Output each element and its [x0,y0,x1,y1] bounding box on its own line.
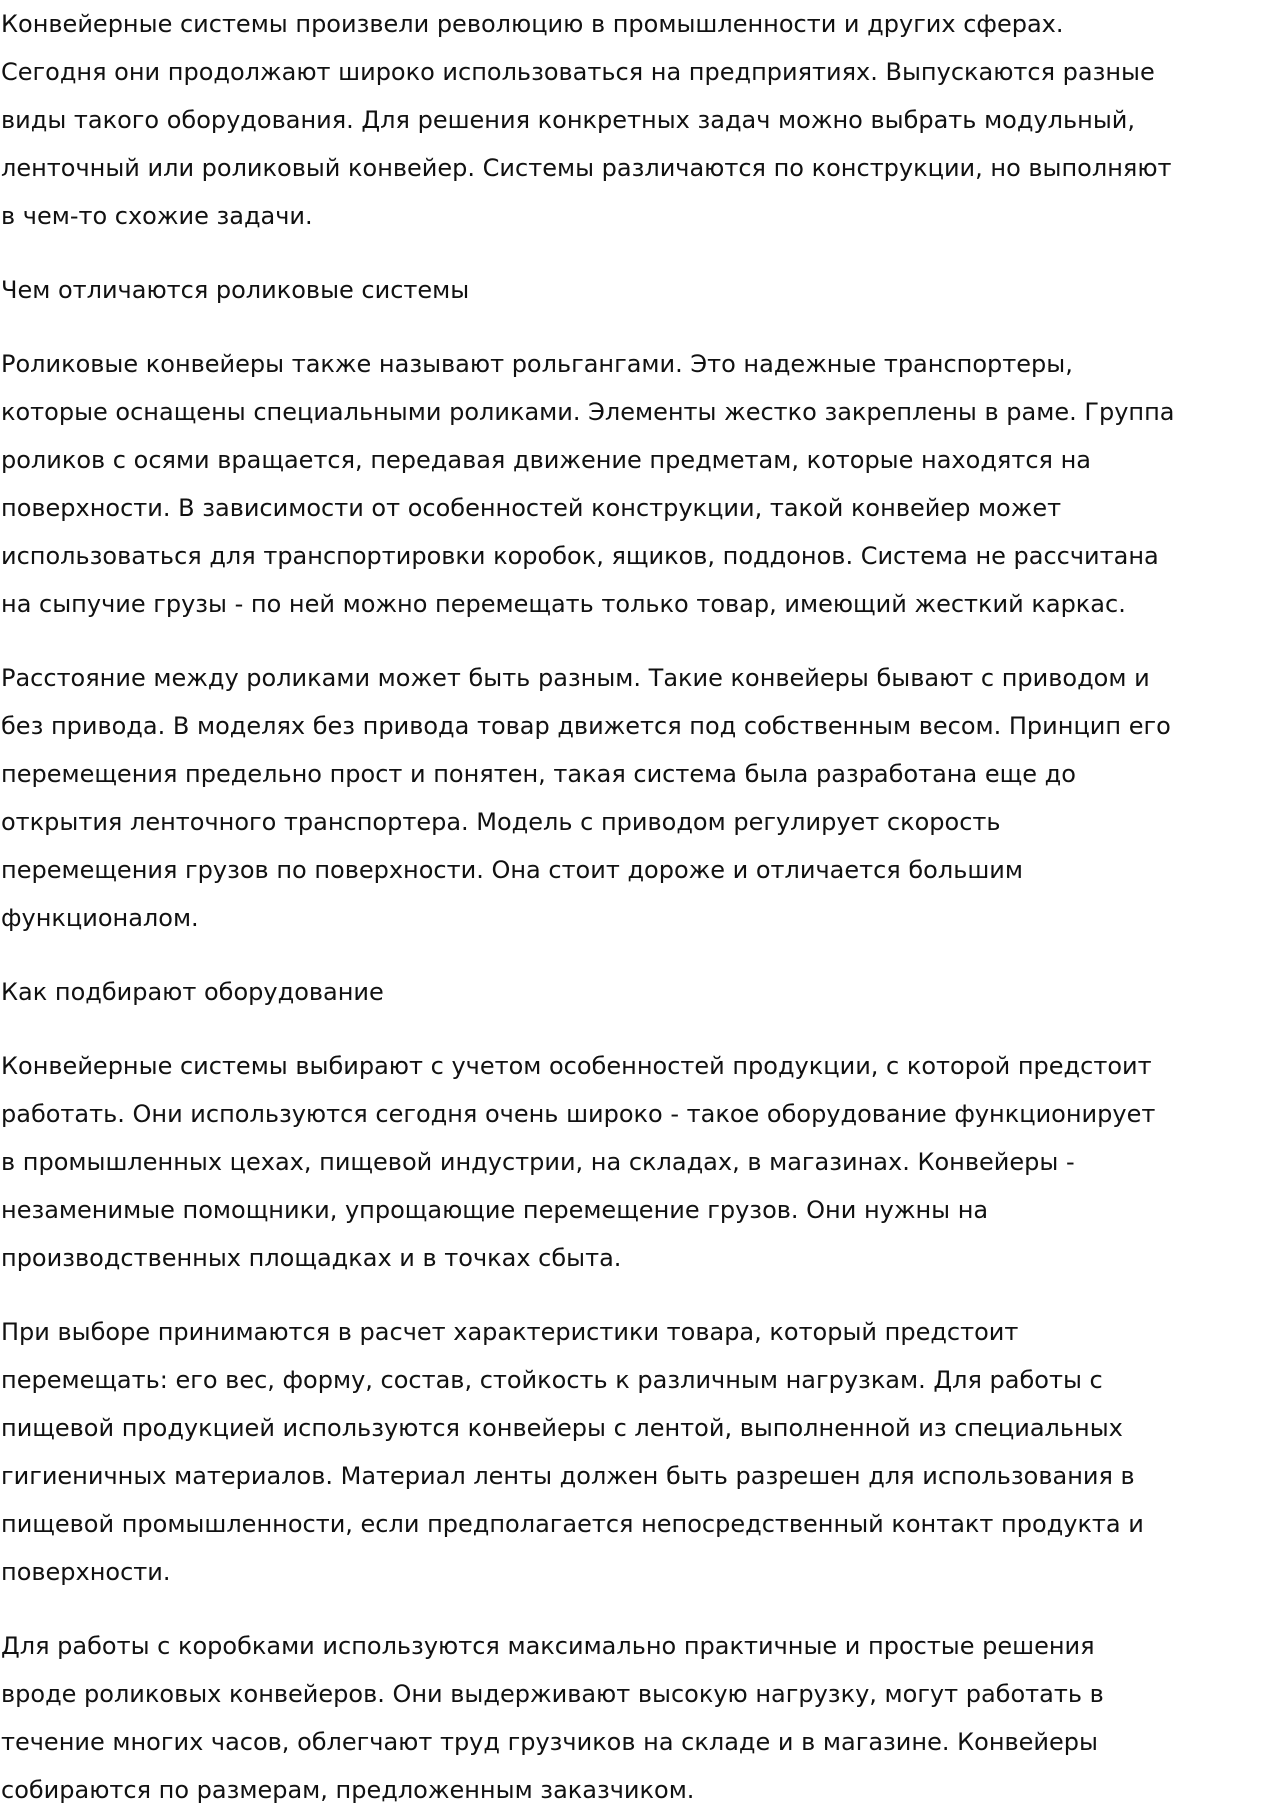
intro-paragraph: Конвейерные системы произвели революцию в промышленности и других сферах. Сегодня они продолжают широко использоваться на предприятиях. Выпускаются разные виды такого оборудования. Для решения конкретных задач можно выбрать модульный, ленточный или роликовый конвейер. Системы различаются по конструкции, но выполняют в чем-то схожие задачи. [1,10,1172,230]
section-heading-equipment-selection: Как подбирают оборудование [1,978,384,1006]
section-heading-roller-systems: Чем отличаются роликовые системы [1,276,470,304]
roller-systems-paragraph-1: Роликовые конвейеры также называют рольгангами. Это надежные транспортеры, которые оснащены специальными роликами. Элементы жестко закреплены в раме. Группа роликов с осями вращается, передавая движение предметам, которые находятся на поверхности. В зависимости от особенностей конструкции, такой конвейер может использоваться для транспортировки коробок, ящиков, поддонов. Система не рассчитана на сыпучие грузы - по ней можно перемещать только товар, имеющий жесткий каркас. [1,350,1175,618]
equipment-selection-paragraph-1: Конвейерные системы выбирают с учетом особенностей продукции, с которой предстоит работать. Они используются сегодня очень широко - такое оборудование функционирует в промышленных цехах, пищевой индустрии, на складах, в магазинах. Конвейеры - незаменимые помощники, упрощающие перемещение грузов. Они нужны на производственных площадках и в точках сбыта. [1,1052,1156,1272]
equipment-selection-paragraph-2: При выборе принимаются в расчет характеристики товара, который предстоит перемещать: его вес, форму, состав, стойкость к различным нагрузкам. Для работы с пищевой продукцией используются конвейеры с лентой, выполненной из специальных гигиеничных материалов. Материал ленты должен быть разрешен для использования в пищевой промышленности, если предполагается непосредственный контакт продукта и поверхности. [1,1318,1144,1586]
equipment-selection-paragraph-3: Для работы с коробками используются максимально практичные и простые решения вроде роликовых конвейеров. Они выдерживают высокую нагрузку, могут работать в течение многих часов, облегчают труд грузчиков на складе и в магазине. Конвейеры собираются по размерам, предложенным заказчиком. [1,1632,1104,1804]
roller-systems-paragraph-2: Расстояние между роликами может быть разным. Такие конвейеры бывают с приводом и без привода. В моделях без привода товар движется под собственным весом. Принцип его перемещения предельно прост и понятен, такая система была разработана еще до открытия ленточного транспортера. Модель с приводом регулирует скорость перемещения грузов по поверхности. Она стоит дороже и отличается большим функционалом. [1,664,1171,932]
